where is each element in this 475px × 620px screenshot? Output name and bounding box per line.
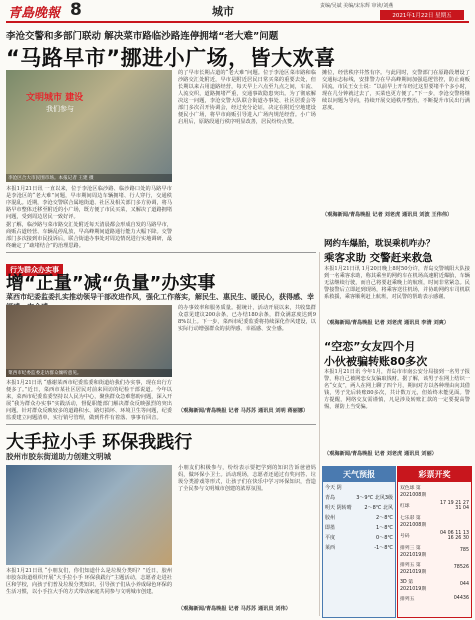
right1-subhead: 乘客求助 交警赶来救急: [324, 252, 433, 264]
section2-body2: 的办事效率和服务质量。据统计，活动开展以来，共收集群众意见建议200余条，已办结180余条，群众满意度达到98%以上。下一步，菜西市纪委监委将持续深化作风建设，以实际行动增强群众的获得感、幸福感、安全感。: [178, 305, 316, 332]
row-label: 今天 阴: [325, 484, 342, 491]
section2-photo: [6, 305, 172, 377]
section3-body2: 小朋友们积极参与，纷纷表示要把学到的知识告诉爸爸妈妈，做环保小卫士。活动现场，志愿者还通过有奖问答、垃圾分类游戏等形式，让孩子们在快乐中学习环保知识，营造了全民参与文明城市创建的浓厚氛围。: [178, 465, 316, 492]
table-row: [398, 512, 471, 529]
weather-table: [323, 482, 395, 552]
row-value: [354, 482, 395, 492]
row-label: 明天 阴转晴: [325, 504, 352, 511]
page-number: 8: [70, 0, 82, 20]
right2-body: 本报1月21日讯 今年1月，青岛市市南公安分局接到一名男子报警，称自己被网恋女友骗取钱财。据了解，该男子在网上结识一名“女友”，两人在网上聊了四个月，期间对方以各种理由向其借钱，男子先后转账80多次，共计数万元，但始终未能见面。警方提醒，网络交友需谨慎，凡是涉及转账汇款的一定要提高警惕，谨防上当受骗。: [324, 369, 470, 410]
table-row: [398, 593, 471, 603]
masthead: [0, 0, 475, 22]
row-value: [435, 512, 471, 529]
lead-headline: “马路早市”挪进小广场，皆大欢喜: [6, 46, 336, 70]
row-label: 莱西: [325, 544, 336, 551]
row-value: 3～9℃ 北风3级: [356, 494, 393, 501]
table-row: [398, 542, 471, 559]
table-row: [398, 482, 471, 499]
table-row: [398, 499, 471, 512]
lead-body-col3: 摊位，经营秩序井然有序。与此同时，交警部门在原路段增设了交通标志标线，安排警力在早高峰期间加强巡逻管控，防止商贩回流。市民王女士说：“以前早上开车经过这里要堵半个多小时，现在几分钟就过去了，买菜也更方便了。”下一步，李沧交警将继续以问题为导向，持续开展交通秩序整治，不断提升市民出行满意度。: [322, 70, 470, 111]
lead-body-1: 本报1月21日讯 一直以来，位于李沧区临沙路、临沙路口处的马路早市是李沧区的“老大难”问题，早市期间周边车辆拥堵、行人穿行，交通秩序混乱。近期，李沧交警联合属地街道、社区及相关部门多方协调，将马路早市整体迁移至附近的小广场，既方便了市民买菜，又解决了道路拥堵问题，受到周边居民一致好评。: [6, 186, 173, 220]
lead-kicker: 李沧交警和多部门联动 解决菜市路临沙路连停拥堵“老大难”问题: [6, 31, 279, 42]
weather-box: [322, 466, 396, 618]
row-label: 红球: [400, 504, 410, 509]
right2-byline: （观海新闻/青岛晚报 记者 刘老虎 通讯员 刘丽）: [324, 451, 437, 457]
divider: [6, 252, 316, 253]
lead-body-2: 据了解，临沙路与菜市路交汇处附近每天清晨都会形成自发的马路早市，商贩占道经营、车辆乱停乱放，早高峰期间道路通行能力大幅下降。交警部门多次接到市民投诉后，联合街道办事处对周边情况进行实地调研，最终确定了“疏堵结合”的治理思路。: [6, 222, 173, 249]
section3-byline: （观海新闻/青岛晚报 记者 马苏苏 通讯员 刘伟）: [178, 606, 291, 612]
row-value: 0～8℃: [376, 534, 393, 541]
section3-subhead: 胶州市胶东街道助力创建文明城: [6, 452, 111, 461]
section3-headline: 大手拉小手 环保我践行: [6, 432, 193, 453]
row-label: 青岛: [325, 494, 336, 501]
section2-tag: 行为群众办实事: [6, 264, 63, 276]
table-row: [323, 542, 395, 552]
section2-byline: （观海新闻/青岛晚报 记者 马苏苏 通讯员 刘明 蒋丽娜）: [178, 408, 309, 414]
row-value: 1～8℃: [376, 524, 393, 531]
row-label: 双色球 第2021008期: [400, 485, 427, 498]
column-rule: [319, 252, 320, 616]
section2-subhead: 菜西市纪委监委扎实推动领导干部改进作风，强化工作落实，解民生、惠民生、暖民心，获得感、幸: [6, 293, 314, 301]
photo-overlay-subtitle: 我们参与: [46, 105, 74, 113]
row-label: 即墨: [325, 524, 336, 531]
masthead-rule: [6, 21, 469, 23]
row-value: 785: [459, 548, 469, 553]
row-label: 胶州: [325, 514, 336, 521]
row-label: 排列五: [400, 596, 415, 602]
section3-photo: [6, 465, 172, 565]
section2-body: 本报1月21日讯 “感谢菜西市纪委监委和街道给我们办实事，现在出行方便多了。”近日，菜西市某社区居民对前来回访的纪检干部说道。今年以来，菜西市纪委监委坚持以人民为中心，聚焦群众急难愁盼问题，深入开展“我为群众办实事”实践活动，督促职能部门解决群众反映强烈的突出问题。针对群众反映较多的道路积水、路灯损坏、环境卫生等问题，纪委监委建立问题清单，实行销号管理，做到件件有着落、事事有回音。: [6, 380, 173, 421]
table-row: [398, 529, 471, 542]
lead-byline: （观海新闻/青岛晚报 记者 刘老虎 通讯员 刘波 王伟伟）: [322, 212, 453, 218]
lottery-table: [398, 482, 471, 603]
date-badge: 2021年1月22日 星期五: [380, 10, 464, 20]
table-row: [323, 522, 395, 532]
row-value: 2～8℃ 北风: [364, 504, 393, 511]
row-label: 排列五 第2021019期: [400, 562, 427, 575]
divider: [6, 424, 316, 425]
section-name: 城市: [212, 5, 234, 18]
row-value: 17 19 21 27 31 04: [440, 500, 469, 511]
right1-byline: （观海新闻/青岛晚报 记者 刘老虎 通讯员 李清 刘爽）: [324, 320, 450, 326]
row-value: 2～8℃: [376, 514, 393, 521]
row-value: 044: [459, 582, 469, 587]
right1-headline: 网约车爆胎，耽误乘机咋办？: [324, 239, 435, 249]
lottery-title: 彩票开奖: [398, 467, 471, 482]
table-row: [323, 482, 395, 492]
weather-title: 天气预报: [323, 467, 395, 482]
right2-subhead: 小伙被骗转账80多次: [324, 355, 428, 368]
lottery-box: [397, 466, 472, 618]
photo-caption: 李沧区合大市民围市场。本报记者 王建 摄: [6, 174, 172, 182]
section3-body: 本报1月21日讯 “小朋友们，你们知道什么是垃圾分类吗？”近日，胶州市胶东街道组织开展“大手拉小手 环保我践行”主题活动，志愿者走进社区和学校，向孩子们普及垃圾分类知识，引导孩子们从小养成绿色环保的生活习惯，以小手拉大手的方式带动家庭共同参与文明城市创建。: [6, 568, 173, 595]
section2-photo-caption: 菜西市纪委监委走访群众倾听意见。: [6, 369, 172, 377]
photo-overlay-title: 文明城市 建设: [26, 93, 84, 103]
row-label: 排列三 第2021019期: [400, 545, 427, 558]
lead-body-col2: 的了早市长期占道的“老大难”问题。位于李沧区菜市路和临沙路交汇处附近，早市是附近居民日常买菜的重要去处，但长期以来占用道路经营，每天早上六点至九点之间，车流、人流交织，道路拥堵严重，交通事故隐患突出。为了彻底解决这一问题，李沧交警大队联合街道办事处、社区居委会等部门多次召开协调会，经过充分论证，决定在附近空地建设便民小广场，将早市商贩引导进入广场内规范经营。小广场启用后，原路段通行秩序明显改善，居民纷纷点赞。: [178, 70, 316, 125]
row-label: 3D 第2021019期: [400, 579, 427, 592]
table-row: [398, 559, 471, 576]
table-row: [323, 502, 395, 512]
right1-body: 本报1月21日讯 1月20日晚上8时50分许，青岛交警城阳大队接到一名乘客求助，称其乘坐的网约车在机场高速附近爆胎，车辆无法继续行驶，而自己将要赶乘晚上的航班，时间非常紧急。民警接警后立即赶到现场，将乘客送往机场，并协助网约车司机联系救援，乘客顺利赶上航班，对民警的帮助表示感谢。: [324, 266, 470, 300]
section2-headline: 增“正量”减“负量”办实事: [6, 273, 216, 294]
lead-photo: [6, 70, 172, 182]
table-row: [398, 576, 471, 593]
table-row: [323, 492, 395, 502]
row-value: [435, 482, 471, 499]
row-value: -1～8℃: [374, 544, 393, 551]
row-value: 04 06 11 13 16 26 30: [440, 530, 469, 541]
row-value: 78526: [453, 565, 469, 570]
row-value: 04436: [453, 595, 469, 601]
row-label: 号码: [400, 534, 410, 539]
row-label: 七乐彩 第2021008期: [400, 515, 427, 528]
right2-headline: “空恋”女友四个月: [324, 340, 416, 353]
row-label: 平度: [325, 534, 336, 541]
table-row: [323, 532, 395, 542]
logo: 青島晚報: [8, 6, 61, 21]
table-row: [323, 512, 395, 522]
editors: 责编/吴斌 美编/宋东辉 审读/刘燕: [320, 3, 394, 9]
